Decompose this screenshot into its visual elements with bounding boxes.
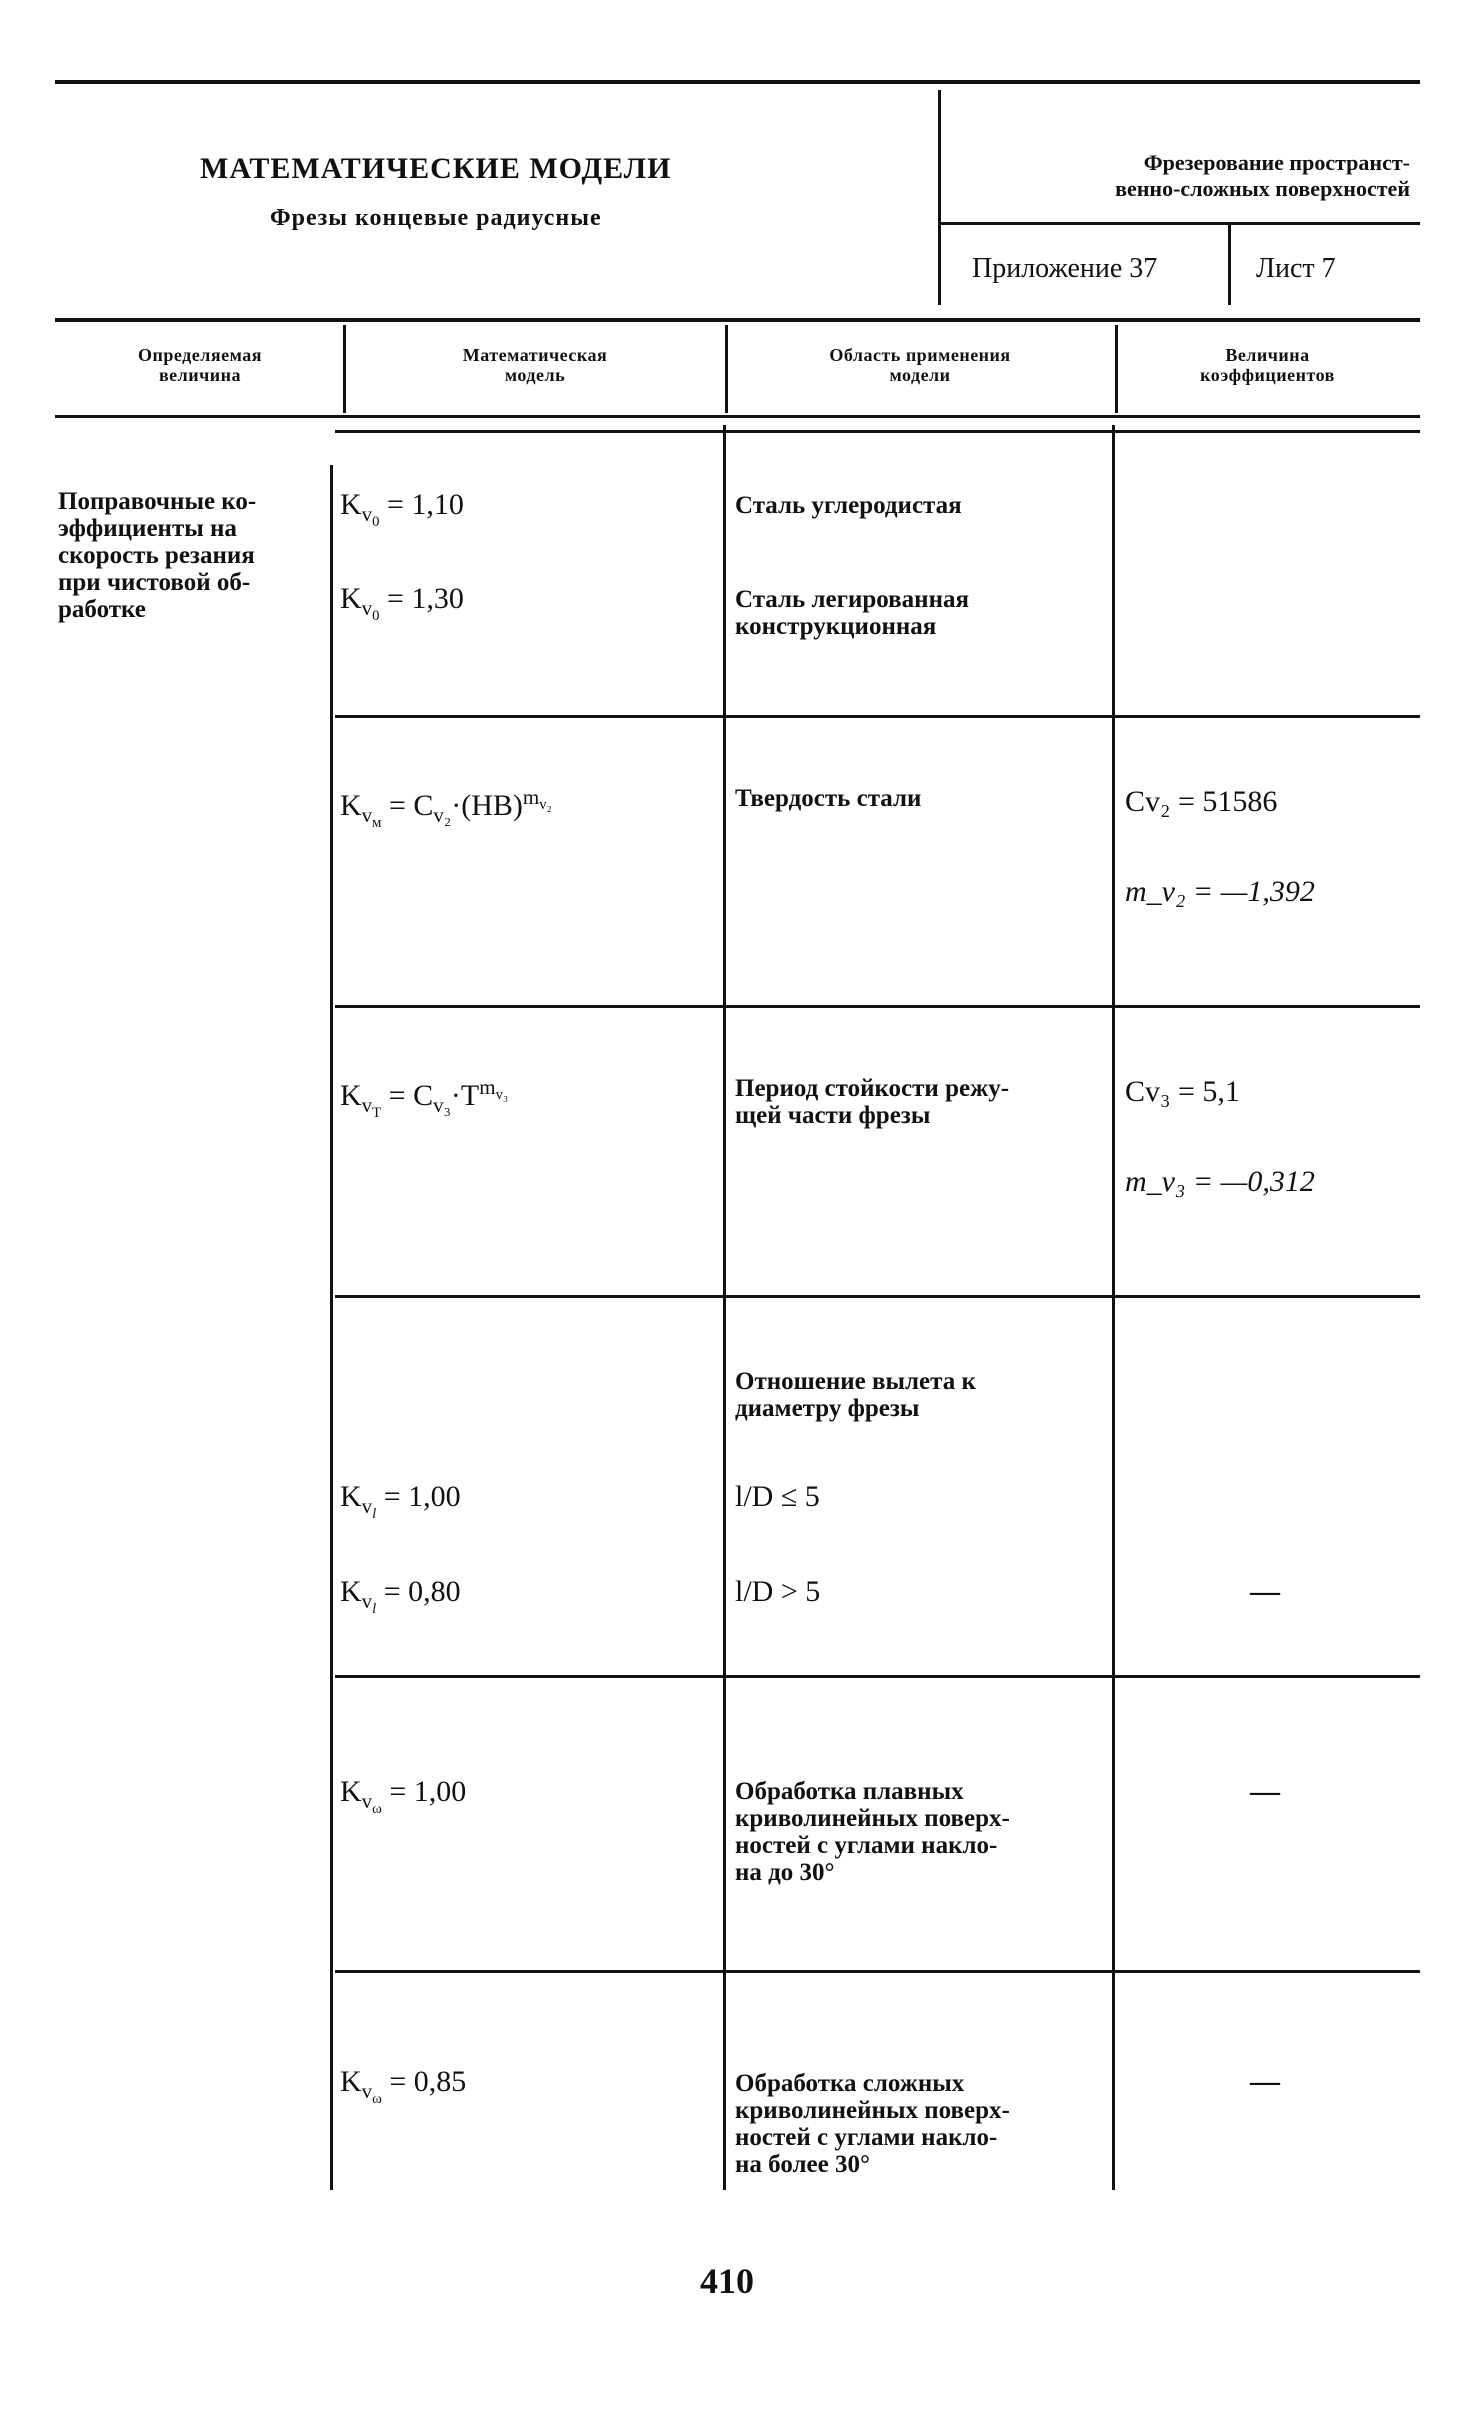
header-bottom-rule	[55, 318, 1420, 322]
col-line-2-head	[725, 325, 728, 413]
page-number: 410	[700, 2261, 754, 2301]
page-title: МАТЕМАТИЧЕСКИЕ МОДЕЛИ	[200, 152, 672, 185]
model-kv0-2: $K_{v_0} = 1,30$	[340, 582, 464, 625]
top-rule	[55, 80, 1420, 84]
model-kvw-2: $K_{v_\omega} = 0,85$	[340, 2065, 467, 2108]
column-header-area: Область применения модели	[829, 345, 1011, 385]
area-ld-le5: l/D ≤ 5	[735, 1480, 820, 1513]
col-line-2	[723, 425, 726, 2190]
model-kvm: $K_{v_м} = C_{v_2}\cdot(HB)^{m_{v_2}}$	[340, 785, 552, 832]
col-line-3	[1112, 425, 1115, 2190]
row-rule-5	[335, 1675, 1420, 1678]
area-overhang-ratio: Отношение вылета к диаметру фрезы	[735, 1368, 976, 1422]
column-header-rule	[55, 415, 1420, 418]
row-rule-2	[335, 715, 1420, 718]
header-mid-rule	[938, 222, 1420, 225]
section-title: Фрезерование пространст- венно-сложных поверхностей	[1115, 150, 1410, 201]
model-kvw-1: $K_{v_\omega} = 1,00$	[340, 1775, 467, 1818]
model-kv0-1: $K_{v_0} = 1,10$	[340, 488, 464, 531]
area-hardness: Твердость стали	[735, 785, 922, 812]
area-tool-life: Период стойкости режу- щей части фрезы	[735, 1075, 1010, 1129]
area-carbon-steel: Сталь углеродистая	[735, 492, 962, 519]
col-line-3-head	[1115, 325, 1118, 413]
coef-mv2: m_v₂ = —1,392	[1125, 875, 1315, 908]
coef-cv3: Cv₃ = 5,1	[1125, 1075, 1240, 1108]
model-kvl-2: $K_{v_l} = 0,80$	[340, 1575, 461, 1618]
coef-dash-2: —	[1250, 1775, 1280, 1808]
column-header-quantity: Определяемая величина	[138, 345, 262, 385]
sheet-label: Лист 7	[1256, 253, 1336, 284]
coef-cv2: Cv₂ = 51586	[1125, 785, 1278, 818]
row-rule-6	[335, 1970, 1420, 1973]
row-rule-3	[335, 1005, 1420, 1008]
area-ld-gt5: l/D > 5	[735, 1575, 821, 1608]
header-sheet-divider	[1228, 222, 1231, 305]
col-line-1-head	[343, 325, 346, 413]
coef-dash-3: —	[1250, 2065, 1280, 2098]
header-divider-vertical	[938, 90, 941, 305]
model-kvl-1: $K_{v_l} = 1,00$	[340, 1480, 461, 1523]
coef-dash-1: —	[1250, 1575, 1280, 1608]
area-alloy-steel: Сталь легированная конструкционная	[735, 586, 970, 640]
page-subtitle: Фрезы концевые радиусные	[270, 205, 602, 231]
col-line-1	[330, 465, 333, 2190]
row-rule-1	[335, 430, 1420, 433]
row-rule-4	[335, 1295, 1420, 1298]
coef-mv3: m_v₃ = —0,312	[1125, 1165, 1315, 1198]
area-complex-surfaces: Обработка сложных криволинейных поверх- ностей с углами накло- на более 30°	[735, 2070, 1010, 2178]
column-header-model: Математическая модель	[462, 345, 608, 385]
model-kvt: $K_{v_T} = C_{v_3}\cdot T^{m_{v_3}}$	[340, 1075, 509, 1122]
area-smooth-surfaces: Обработка плавных криволинейных поверх- ностей с углами накло- на до 30°	[735, 1778, 1010, 1886]
column-header-coefs: Величина коэффициентов	[1200, 345, 1335, 385]
quantity-text: Поправочные ко- эффициенты на скорость резания при чистовой об- работке	[58, 488, 257, 623]
appendix-label: Приложение 37	[972, 253, 1158, 284]
